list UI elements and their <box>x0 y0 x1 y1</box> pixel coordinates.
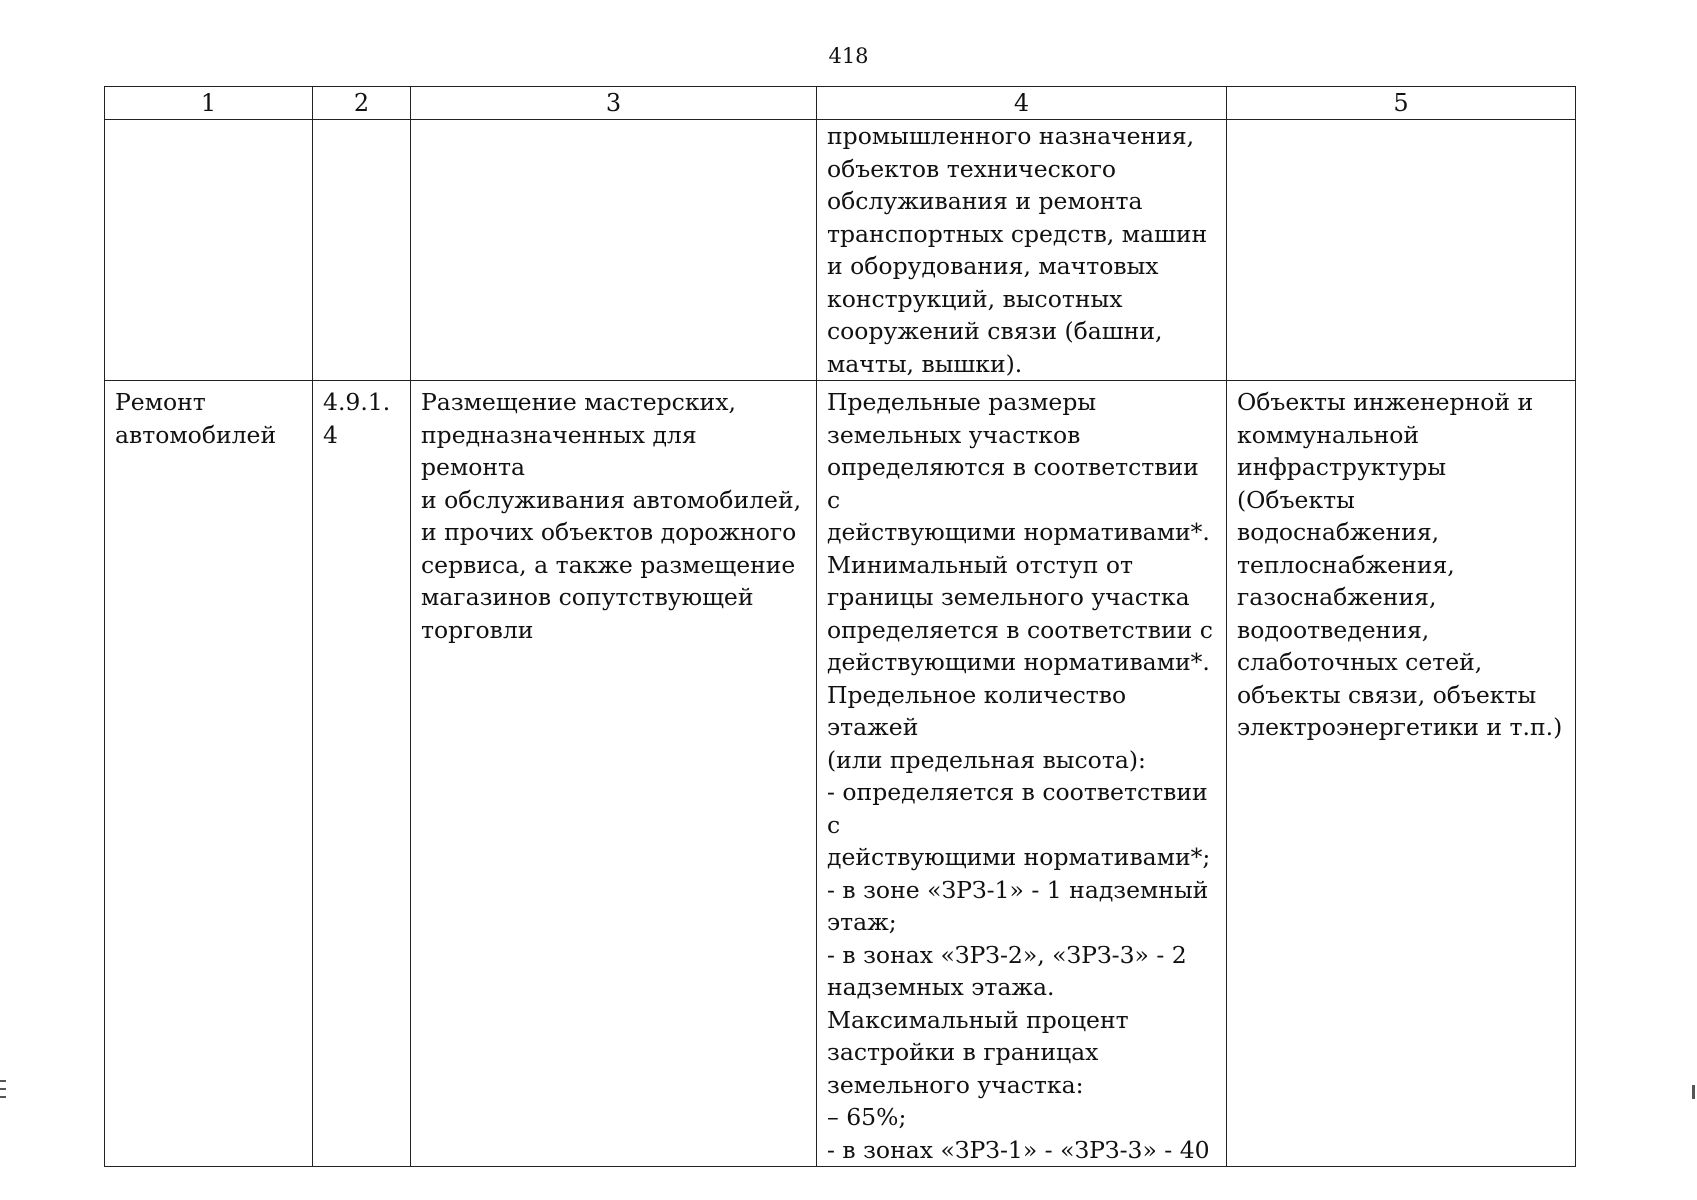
infrastructure-text: Объекты инженерной и коммунальной инфраструктуры (Объекты водоснабжения, теплоснабжения, газоснабжения, водоотведения, слаботочных сетей, объекты связи, объекты электроэнергетики и т.п.) <box>1237 388 1563 741</box>
cell-cont-col3 <box>411 120 817 381</box>
cell-use-description <box>411 381 817 1167</box>
use-description-text: Размещение мастерских, предназначенных для ремонта и обслуживания автомобилей, и прочих объектов дорожного сервиса, а также размещение магазинов сопутствующей торговли <box>421 388 802 644</box>
parameters-text: Предельные размеры земельных участков определяются в соответствии с действующими нормативами*. Минимальный отступ от границы земельного участка определяется в соответствии с действующими нормативами*. Предельное количество этажей (или предельная высота): - определяется в соответствии с действующими нормативами*; - в зоне «ЗРЗ-1» - 1 надземный этаж; - в зонах «ЗРЗ-2», «ЗРЗ-3» - 2 надземных этажа. Максимальный процент застройки в границах земельного участка: – 65%; - в зонах «ЗРЗ-1» - «ЗРЗ-3» - 40 <box>827 388 1213 1164</box>
page-number: 418 <box>828 44 869 68</box>
scan-edge-mark-left-3 <box>0 1096 6 1098</box>
header-col-2: 2 <box>313 87 411 120</box>
cell-cont-col1 <box>105 120 313 381</box>
scan-edge-mark-left <box>0 1080 6 1082</box>
cell-cont-col4 <box>817 120 1227 381</box>
use-name-text: Ремонт автомобилей <box>115 388 277 449</box>
header-col-4: 4 <box>817 87 1227 120</box>
scan-edge-mark-right <box>1692 1085 1695 1099</box>
cell-use-code <box>313 381 411 1167</box>
table-row-continuation <box>105 120 1576 381</box>
cell-use-name <box>105 381 313 1167</box>
table-header-row <box>105 87 1576 120</box>
regulations-table <box>104 86 1576 1167</box>
cell-cont-col5 <box>1227 120 1576 381</box>
scan-edge-mark-left-2 <box>0 1088 6 1090</box>
cell-cont-col4-text: промышленного назначения, объектов технического обслуживания и ремонта транспортных средств, машин и оборудования, мачтовых конструкций, высотных сооружений связи (башни, мачты, вышки). <box>827 122 1208 378</box>
cell-cont-col2 <box>313 120 411 381</box>
use-code-text: 4.9.1. 4 <box>323 388 391 449</box>
cell-parameters <box>817 381 1227 1167</box>
table-row-car-repair <box>105 381 1576 1167</box>
header-col-3: 3 <box>411 87 817 120</box>
header-col-5: 5 <box>1227 87 1576 120</box>
cell-infrastructure <box>1227 381 1576 1167</box>
header-col-1: 1 <box>105 87 313 120</box>
